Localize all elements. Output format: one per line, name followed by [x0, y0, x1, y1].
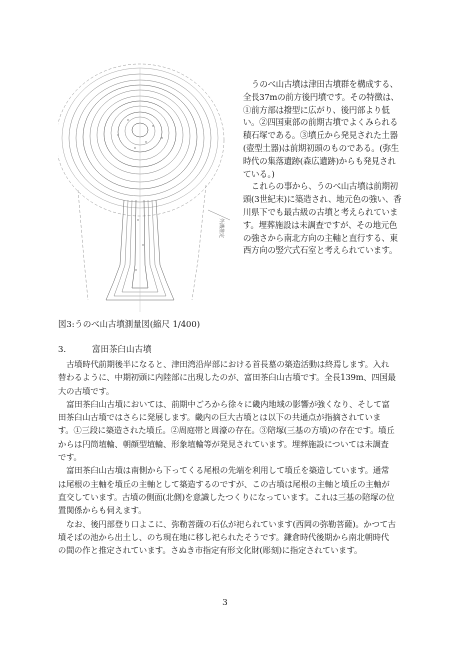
page-number: 3 — [222, 598, 228, 608]
section-heading — [58, 344, 152, 356]
body-paragraph-4: なお、後円部登り口よこに、弥勒菩薩の石仏が祀られています(西岡の弥勒菩薩)。かつて古墳そばの池から出土し、のち現在地に移し祀られたそうです。鎌倉時代後期から南北朝時代の間の作と推定されています。さぬき市指定有形文化財(彫刻)に指定されています。 — [58, 518, 396, 556]
section-number: 3. — [58, 345, 67, 355]
moat-estimate-label: 外溝推定 — [218, 218, 224, 239]
section-body — [58, 358, 396, 557]
body-paragraph-1: 古墳時代前期後半になると、津田湾沿岸部における首長墓の築造活動は終焉します。入れ替わるように、中期初頭に内陸部に出現したのが、富田茶臼山古墳です。全長139m、四国最大の古墳です。 — [58, 359, 396, 396]
section-title: 富田茶臼山古墳 — [92, 345, 152, 355]
body-paragraph-3: 富田茶臼山古墳は南側から下ってくる尾根の先端を利用して墳丘を築造しています。通常は尾根の主軸を墳丘の主軸として築造するのですが、この古墳は尾根の主軸と墳丘の主軸が直交しています。古墳の側面(北側)を意識したつくりになっています。これは三基の陪塚の位置関係からも伺えます。 — [58, 465, 395, 516]
right-column-text — [243, 78, 403, 257]
body-paragraph-2: 富田茶臼山古墳においては、前期中ごろから徐々に畿内地域の影響が強くなり、そして富田茶臼山古墳ではさらに発展します。畿内の巨大古墳とは以下の共通点が指摘されています。①三段に築造された墳丘。②周庭帯と周濠の存在。③陪塚(三基の方墳)の存在です。墳丘からは円筒埴輪、朝顔型埴輪、形象埴輪等が発見されています。埋葬施設については未調査です。 — [58, 398, 395, 463]
survey-map-figure — [58, 60, 230, 318]
right-paragraph-2: これらの事から、うのべ山古墳は前期初頭(3世紀末)に築造され、地元色の強い、香川県下でも最古級の古墳と考えられています。埋葬施設は未調査ですが、その地元色の強さから南北方向の主軸と直行する、東西方向の竪穴式石室と考えられています。 — [243, 181, 402, 256]
figure-caption: 図3:うのべ山古墳測量図(縮尺 1/400) — [58, 319, 200, 329]
right-paragraph-1: うのべ山古墳は津田古墳群を構成する、全長37mの前方後円墳です。その特徴は、①前方部は撥型に広がり、後円部より低い。②四国東部の前期古墳でよくみられる積石塚である。③墳丘から発見された土器(壺型土器)は前期初頭のものである。(弥生時代の集落遺跡(森広遺跡)からも発見されている。) — [243, 79, 399, 179]
tomb-survey-map — [58, 60, 230, 318]
